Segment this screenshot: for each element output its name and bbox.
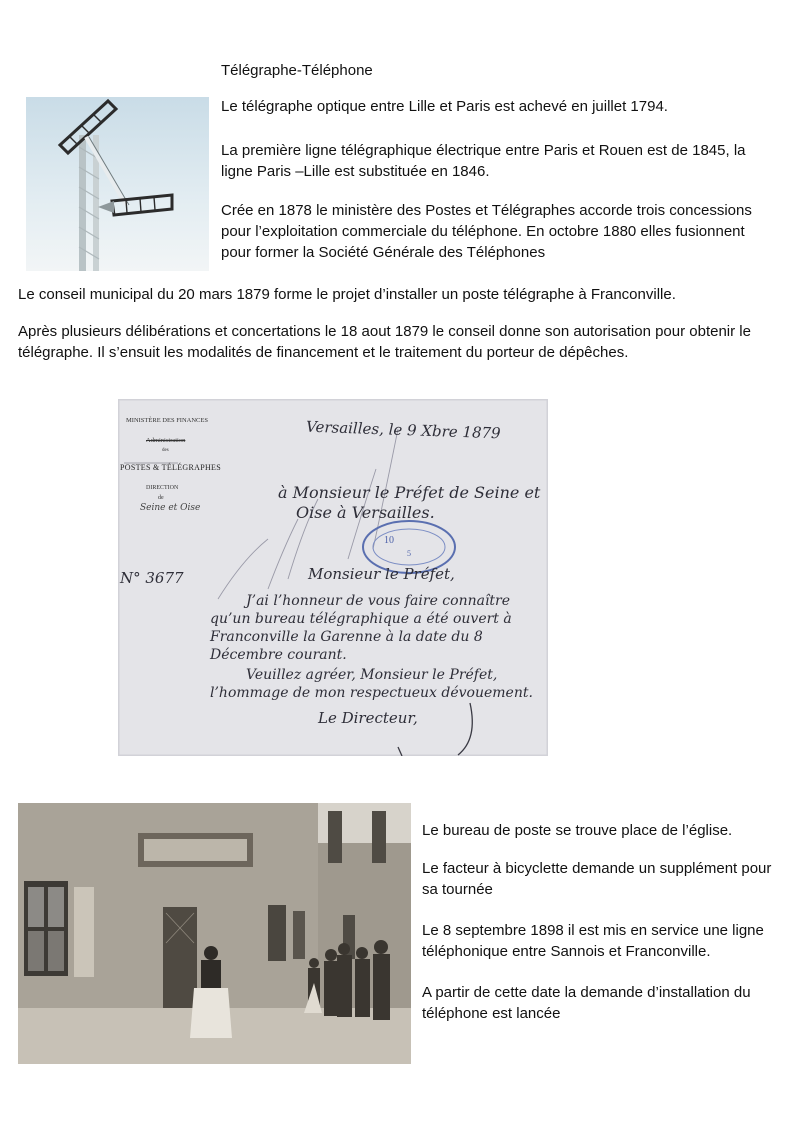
letter-body-line: Franconville la Garenne à la date du 8 bbox=[210, 629, 483, 645]
letterhead-direction: DIRECTION bbox=[146, 485, 179, 491]
page-title: Télégraphe-Téléphone bbox=[221, 62, 373, 79]
letter-recipient-line: à Monsieur le Préfet de Seine et bbox=[278, 483, 541, 502]
letterhead-des: des bbox=[162, 448, 169, 453]
intro-paragraph: Crée en 1878 le ministère des Postes et Télégraphes accorde trois concessions pour l’exploitation commerciale du téléphone. En octobre 1880 elles fusionnent pour former la Société Générale des Téléphones bbox=[221, 202, 752, 261]
body-paragraph: Après plusieurs délibérations et concertations le 18 aout 1879 le conseil donne son autorisation pour obtenir le télégraphe. Il s’ensuit les modalités de financement et le traitement du porteur de dépêches. bbox=[18, 323, 751, 361]
stamp-month: 5 bbox=[407, 549, 411, 558]
letter-scan bbox=[118, 399, 548, 756]
letter-salutation: Monsieur le Préfet, bbox=[308, 565, 455, 583]
telegraph-photo bbox=[26, 97, 209, 271]
side-paragraph: Le 8 septembre 1898 il est mis en service une ligne téléphonique entre Sannois et Franconville. bbox=[422, 922, 764, 960]
side-paragraph: Le bureau de poste se trouve place de l’église. bbox=[422, 822, 733, 839]
stamp-day: 10 bbox=[384, 535, 394, 546]
intro-paragraph: La première ligne télégraphique électrique entre Paris et Rouen est de 1845, la ligne Paris –Lille est substituée en 1846. bbox=[221, 142, 746, 180]
intro-paragraph: Le télégraphe optique entre Lille et Paris est achevé en juillet 1794. bbox=[221, 98, 668, 115]
body-paragraph: Le conseil municipal du 20 mars 1879 forme le projet d’installer un poste télégraphe à Franconville. bbox=[18, 286, 676, 303]
letterhead-de: de bbox=[158, 495, 164, 501]
letter-signature: Le Directeur, bbox=[318, 709, 418, 727]
side-paragraph: Le facteur à bicyclette demande un supplément pour sa tournée bbox=[422, 860, 772, 898]
letter-body-line: J’ai l’honneur de vous faire connaître bbox=[246, 593, 511, 609]
letter-body-line: qu’un bureau télégraphique a été ouvert à bbox=[210, 611, 512, 627]
letterhead-ministry: MINISTÈRE DES FINANCES bbox=[126, 417, 208, 424]
letterhead-department: Seine et Oise bbox=[140, 503, 201, 513]
side-paragraph: A partir de cette date la demande d’installation du téléphone est lancée bbox=[422, 984, 751, 1022]
letter-body-line: Veuillez agréer, Monsieur le Préfet, bbox=[246, 667, 498, 683]
letter-recipient-line: Oise à Versailles. bbox=[296, 503, 435, 522]
letterhead-postes: POSTES & TÉLÉGRAPHES bbox=[120, 463, 221, 472]
letter-body-line: Décembre courant. bbox=[210, 647, 347, 663]
letter-number: N° 3677 bbox=[120, 569, 184, 587]
letter-date: Versailles, le 9 Xbre 1879 bbox=[305, 417, 501, 443]
letter-body-line: l’hommage de mon respectueux dévouement. bbox=[210, 685, 533, 701]
post-office-photo bbox=[18, 803, 411, 1064]
letterhead-administration: Administration bbox=[146, 437, 186, 444]
